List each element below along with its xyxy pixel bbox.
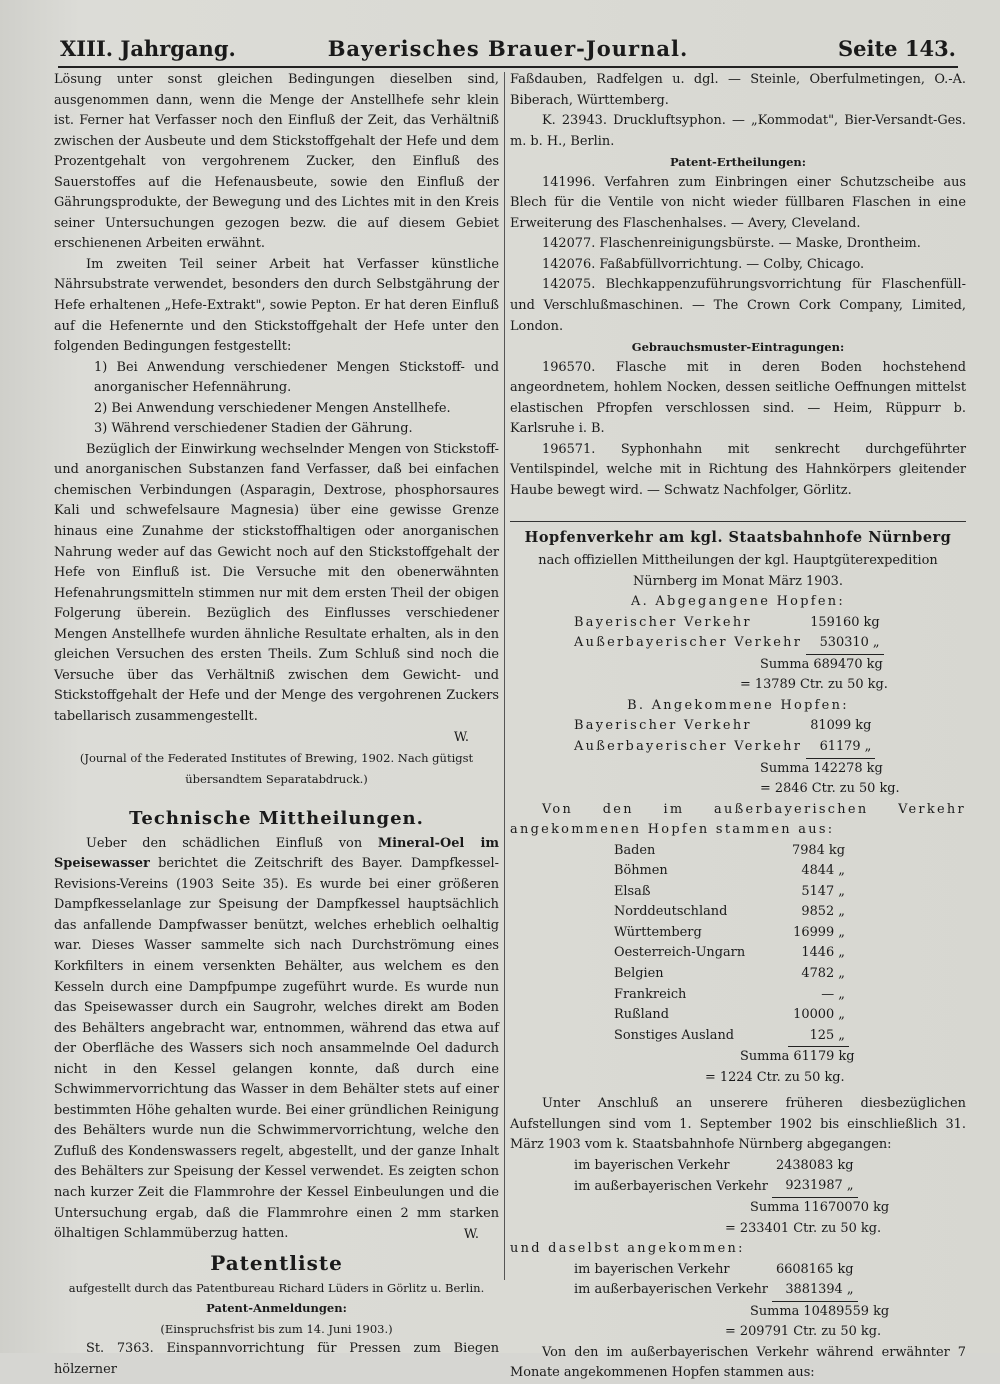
centner-line: = 233401 Ctr. zu 50 kg. [725, 1220, 882, 1236]
patent-section-heading: Patent-Anmeldungen: [206, 1301, 347, 1316]
row-value: 2438083 kg [775, 1157, 854, 1173]
patent-entry [54, 1339, 499, 1380]
table-row [570, 1280, 858, 1301]
patent-number: St. 7363. [86, 1341, 154, 1357]
row-value: 1446 „ [801, 945, 845, 961]
row-value: 9852 „ [801, 904, 845, 920]
column-divider [504, 72, 505, 1280]
article-paragraph: Lösung unter sonst gleichen Bedingungen dieselben sind, ausgenommen dann, wenn die Menge der Anstellhefe sehr klein ist. Ferner hat Verfasser noch den Einfluß der Zeit, das Verhältniß zwischen der Ausbeute und dem Stickstoffgehalt der Hefe und dem Prozentgehalt von vergohrenem Zucker, den Einfluß des Sauerstoffes auf die Hefenausbeute, sowie den Einfluß der Gährungsprodukte, der Bewegung und des Lichtes mit in den Kreis seiner Untersuchungen gezogen bezw. die auf diesem Gebiet erschienenen Arbeiten erwähnt. [54, 72, 499, 252]
patent-entry: 141996. Verfahren zum Einbringen einer Schutzscheibe aus Blech für die Ventile von nicht wieder füllbaren Flaschen in eine Erweiterung des Flaschenhalses. — Avery, Cleveland. [510, 174, 966, 231]
table-heading: B. Angekommene Hopfen: [627, 697, 849, 713]
patent-list-title: Patentliste [210, 1251, 343, 1276]
row-label: Bayerischer Verkehr [574, 718, 752, 734]
row-label: Bayerischer Verkehr [574, 614, 752, 630]
origin-intro: Von den im außerbayerischen Verkehr angekommenen Hopfen stammen aus: [510, 801, 966, 838]
table-row [570, 1156, 858, 1177]
row-value: 9231987 „ [772, 1176, 858, 1197]
row-label: Norddeutschland [614, 904, 728, 920]
centner-line: = 2846 Ctr. zu 50 kg. [760, 781, 900, 797]
row-value: 125 „ [788, 1026, 849, 1047]
season-departures-table [570, 1156, 858, 1198]
row-value: 3881394 „ [772, 1280, 858, 1301]
table-row [610, 985, 849, 1006]
row-value: 10000 „ [793, 1007, 845, 1023]
table-row [610, 841, 849, 862]
page-header [60, 36, 956, 66]
table-row [610, 923, 849, 944]
patent-entry: 196570. Flasche mit in deren Boden hochstehend angeordnetem, hohlem Nocken, dessen seitliche Oeffnungen mittelst elastischen Pfropfen verschlossen sind. — Heim, Rüppurr b. Karlsruhe i. B. [510, 359, 966, 437]
row-label: im außerbayerischen Verkehr [574, 1282, 768, 1298]
sum-line: Summa 142278 kg [760, 760, 883, 776]
patent-entry: 142075. Blechkappenzuführungsvorrichtung für Flaschenfüll- und Verschlußmaschinen. — The Crown Cork Company, Limited, London. [510, 277, 966, 334]
table-row [570, 1176, 858, 1197]
centner-line: = 1224 Ctr. zu 50 kg. [705, 1069, 845, 1085]
row-label: im außerbayerischen Verkehr [574, 1178, 768, 1194]
table-row [610, 943, 849, 964]
closing-paragraph: Von den im außerbayerischen Verkehr während erwähnter 7 Monate angekommenen Hopfen stammen aus: [510, 1344, 966, 1381]
section-divider [510, 521, 966, 522]
list-item: 1) Bei Anwendung verschiedener Mengen Stickstoff- und anorganischer Hefennährung. [94, 359, 499, 396]
row-value: 4782 „ [801, 965, 845, 981]
patent-entry: Faßdauben, Radfelgen u. dgl. — Steinle, Oberfulmetingen, O.-A. Biberach, Württemberg. [510, 72, 966, 108]
table-row [570, 737, 875, 758]
row-label: Oesterreich-Ungarn [614, 945, 746, 961]
paragraph-lead: Ueber den schädlichen Einfluß von [86, 835, 363, 851]
patent-section-heading: Gebrauchsmuster-Eintragungen: [631, 340, 845, 355]
row-label: Baden [614, 842, 656, 858]
author-signature: W. [463, 1226, 479, 1242]
topic-highlight: Mineral-Oel im Speisewasser [54, 835, 499, 872]
right-column [510, 70, 966, 1384]
row-label: Elsaß [614, 883, 651, 899]
page-number: Seite 143. [837, 36, 956, 61]
objection-deadline: (Einspruchsfrist bis zum 14. Juni 1903.) [160, 1321, 393, 1336]
origin-table [610, 841, 849, 1047]
section-title: Technische Mittheilungen. [129, 808, 424, 830]
paragraph-body: berichtet die Zeitschrift des Bayer. Dampfkessel-Revisions-Vereins (1903 Seite 35). Es wurde bei einer größeren Dampfkesselanlage zur Speisung der Dampfkessel hauptsächlich das anfallende Dampfwasser benützt, welches erheblich oelhaltig war. Dieses Wasser sammelte sich nach Durchströmung eines Korkfilters in einem versenkten Behälter, aus welchem es den Kesseln durch eine Dampfpumpe zugeführt wurde. Es wurde nun das Speisewasser durch ein Saugrohr, welches direkt am Boden des Behälters angebracht war, entnommen, während das etwa auf der Oberfläche des Wassers sich noch ansammelnde Oel dadurch nicht in den Kessel gelangen konnte, daß durch eine Schwimmervorrichtung das Wasser in dem Behälter stets auf einer bestimmten Höhe gehalten wurde. Bei einer gründlichen Reinigung des Behälters wurde nun die Schwimmervorrichtung, welche den Zufluß des Kondenswassers regelt, abgestellt, und der ganze Inhalt des Behälters zur Speisung der Kessel verwendet. Es zeigten schon nach kurzer Zeit die Flammrohre der Kessel Einbeulungen und die Untersuchung ergab, daß die Flammrohre einen 2 mm starken ölhaltigen Schlammüberzug hatten. [54, 856, 499, 1242]
table-row [570, 1260, 858, 1281]
departures-table [570, 613, 884, 655]
row-value: 5147 „ [801, 883, 845, 899]
row-label: Außerbayerischer Verkehr [574, 635, 803, 651]
arrivals-intro: und daselbst angekommen: [510, 1241, 745, 1257]
source-citation: (Journal of the Federated Institutes of Brewing, 1902. Nach gütigst übersandtem Separatabdruck.) [79, 751, 474, 786]
table-row [610, 861, 849, 882]
table-row [570, 716, 875, 737]
table-heading: A. Abgegangene Hopfen: [631, 594, 845, 610]
season-arrivals-table [570, 1260, 858, 1302]
centner-line: = 209791 Ctr. zu 50 kg. [725, 1324, 882, 1340]
table-row [610, 1026, 849, 1047]
season-intro: Unter Anschluß an unserere früheren diesbezüglichen Aufstellungen sind vom 1. September 1902 bis einschließlich 31. März 1903 vom k. Staatsbahnhofe Nürnberg abgegangen: [510, 1096, 966, 1153]
table-row [610, 902, 849, 923]
table-row [610, 1005, 849, 1026]
row-value: 81099 kg [810, 718, 872, 734]
row-value: 159160 kg [810, 614, 880, 630]
row-value: 6608165 kg [775, 1261, 854, 1277]
row-label: Böhmen [614, 863, 668, 879]
table-row [610, 882, 849, 903]
hops-section-subtitle: nach offiziellen Mittheilungen der kgl. Hauptgüterexpedition Nürnberg im Monat März 1903. [538, 553, 938, 589]
patent-section-heading: Patent-Ertheilungen: [669, 155, 807, 170]
article-paragraph [54, 834, 499, 1245]
journal-title: Bayerisches Brauer-Journal. [327, 36, 689, 61]
condition-list [94, 358, 499, 440]
patent-description: Einspannvorrichtung für Pressen zum Biegen hölzerner [54, 1341, 500, 1377]
row-value: 4844 „ [801, 863, 845, 879]
left-column [54, 70, 499, 1380]
row-value: 530310 „ [806, 633, 883, 654]
patent-entry: 142076. Faßabfüllvorrichtung. — Colby, Chicago. [542, 256, 865, 272]
patent-entry: K. 23943. Druckluftsyphon. — „Kommodat", Bier-Versandt-Ges. m. b. H., Berlin. [510, 113, 966, 149]
author-signature: W. [453, 729, 469, 745]
table-row [570, 633, 884, 654]
centner-line: = 13789 Ctr. zu 50 kg. [740, 677, 888, 693]
sum-line: Summa 10489559 kg [750, 1303, 890, 1319]
arrivals-table [570, 716, 875, 758]
patent-list-subtitle: aufgestellt durch das Patentbureau Richard Lüders in Görlitz u. Berlin. [68, 1280, 485, 1295]
sum-line: Summa 11670070 kg [750, 1199, 890, 1215]
row-value: 7984 kg [792, 842, 845, 858]
row-label: im bayerischen Verkehr [574, 1157, 730, 1173]
patent-entry: 196571. Syphonhahn mit senkrecht durchgeführter Ventilspindel, welche mit in Richtung des Hahnkörpers gleitender Haube bewegt wird. — Schwatz Nachfolger, Görlitz. [510, 441, 966, 498]
row-value: — „ [821, 986, 845, 1002]
row-label: Sonstiges Ausland [614, 1027, 734, 1043]
article-paragraph: Bezüglich der Einwirkung wechselnder Mengen von Stickstoff- und anorganischen Substanzen fand Verfasser, daß bei einfachen chemischen Verbindungen (Asparagin, Dextrose, phosphorsaures Kali und schwefelsaure Magnesia) über eine gewisse Grenze hinaus eine Zunahme der stickstoffhaltigen oder anorganischen Nahrung weder auf das Gewicht noch auf den Stickstoffgehalt der Hefe von Einfluß ist. Die Versuche mit den obenerwähnten Hefenahrungsmitteln stimmen nur mit dem ersten Theil der obigen Folgerung überein. Bezüglich des Einflusses verschiedener Mengen Anstellhefe wurden ähnliche Resultate erhalten, als in den gleichen Versuchen des ersten Theils. Zum Schluß sind noch die Versuche über das Verhältniß zwischen dem Gewicht- und Stickstoffgehalt der Hefe und der Menge des vergohrenen Zuckers tabellarisch zusammengestellt. [54, 441, 499, 724]
header-rule [58, 66, 958, 68]
row-label: Außerbayerischer Verkehr [574, 739, 803, 755]
sum-line: Summa 689470 kg [760, 656, 883, 672]
row-value: 16999 „ [793, 924, 845, 940]
row-label: Rußland [614, 1007, 669, 1023]
patent-entry: 142077. Flaschenreinigungsbürste. — Maske, Drontheim. [542, 236, 921, 252]
list-item: 2) Bei Anwendung verschiedener Mengen Anstellhefe. [94, 400, 451, 416]
row-label: im bayerischen Verkehr [574, 1261, 730, 1277]
row-label: Frankreich [614, 986, 687, 1002]
row-label: Belgien [614, 965, 664, 981]
row-value: 61179 „ [806, 737, 875, 758]
volume-label: XIII. Jahrgang. [60, 36, 236, 61]
article-paragraph: Im zweiten Teil seiner Arbeit hat Verfasser künstliche Nährsubstrate verwendet, besonders den durch Selbstgährung der Hefe erhaltenen „Hefe-Extrakt", sowie Pepton. Er hat deren Einfluß auf die Hefenernte und den Stickstoffgehalt der Hefe unter den folgenden Bedingungen festgestellt: [54, 256, 499, 355]
table-row [570, 613, 884, 634]
hops-section-title: Hopfenverkehr am kgl. Staatsbahnhofe Nürnberg [524, 529, 952, 547]
sum-line: Summa 61179 kg [740, 1049, 855, 1065]
list-item: 3) Während verschiedener Stadien der Gährung. [94, 421, 413, 437]
row-label: Württemberg [614, 924, 702, 940]
table-row [610, 964, 849, 985]
